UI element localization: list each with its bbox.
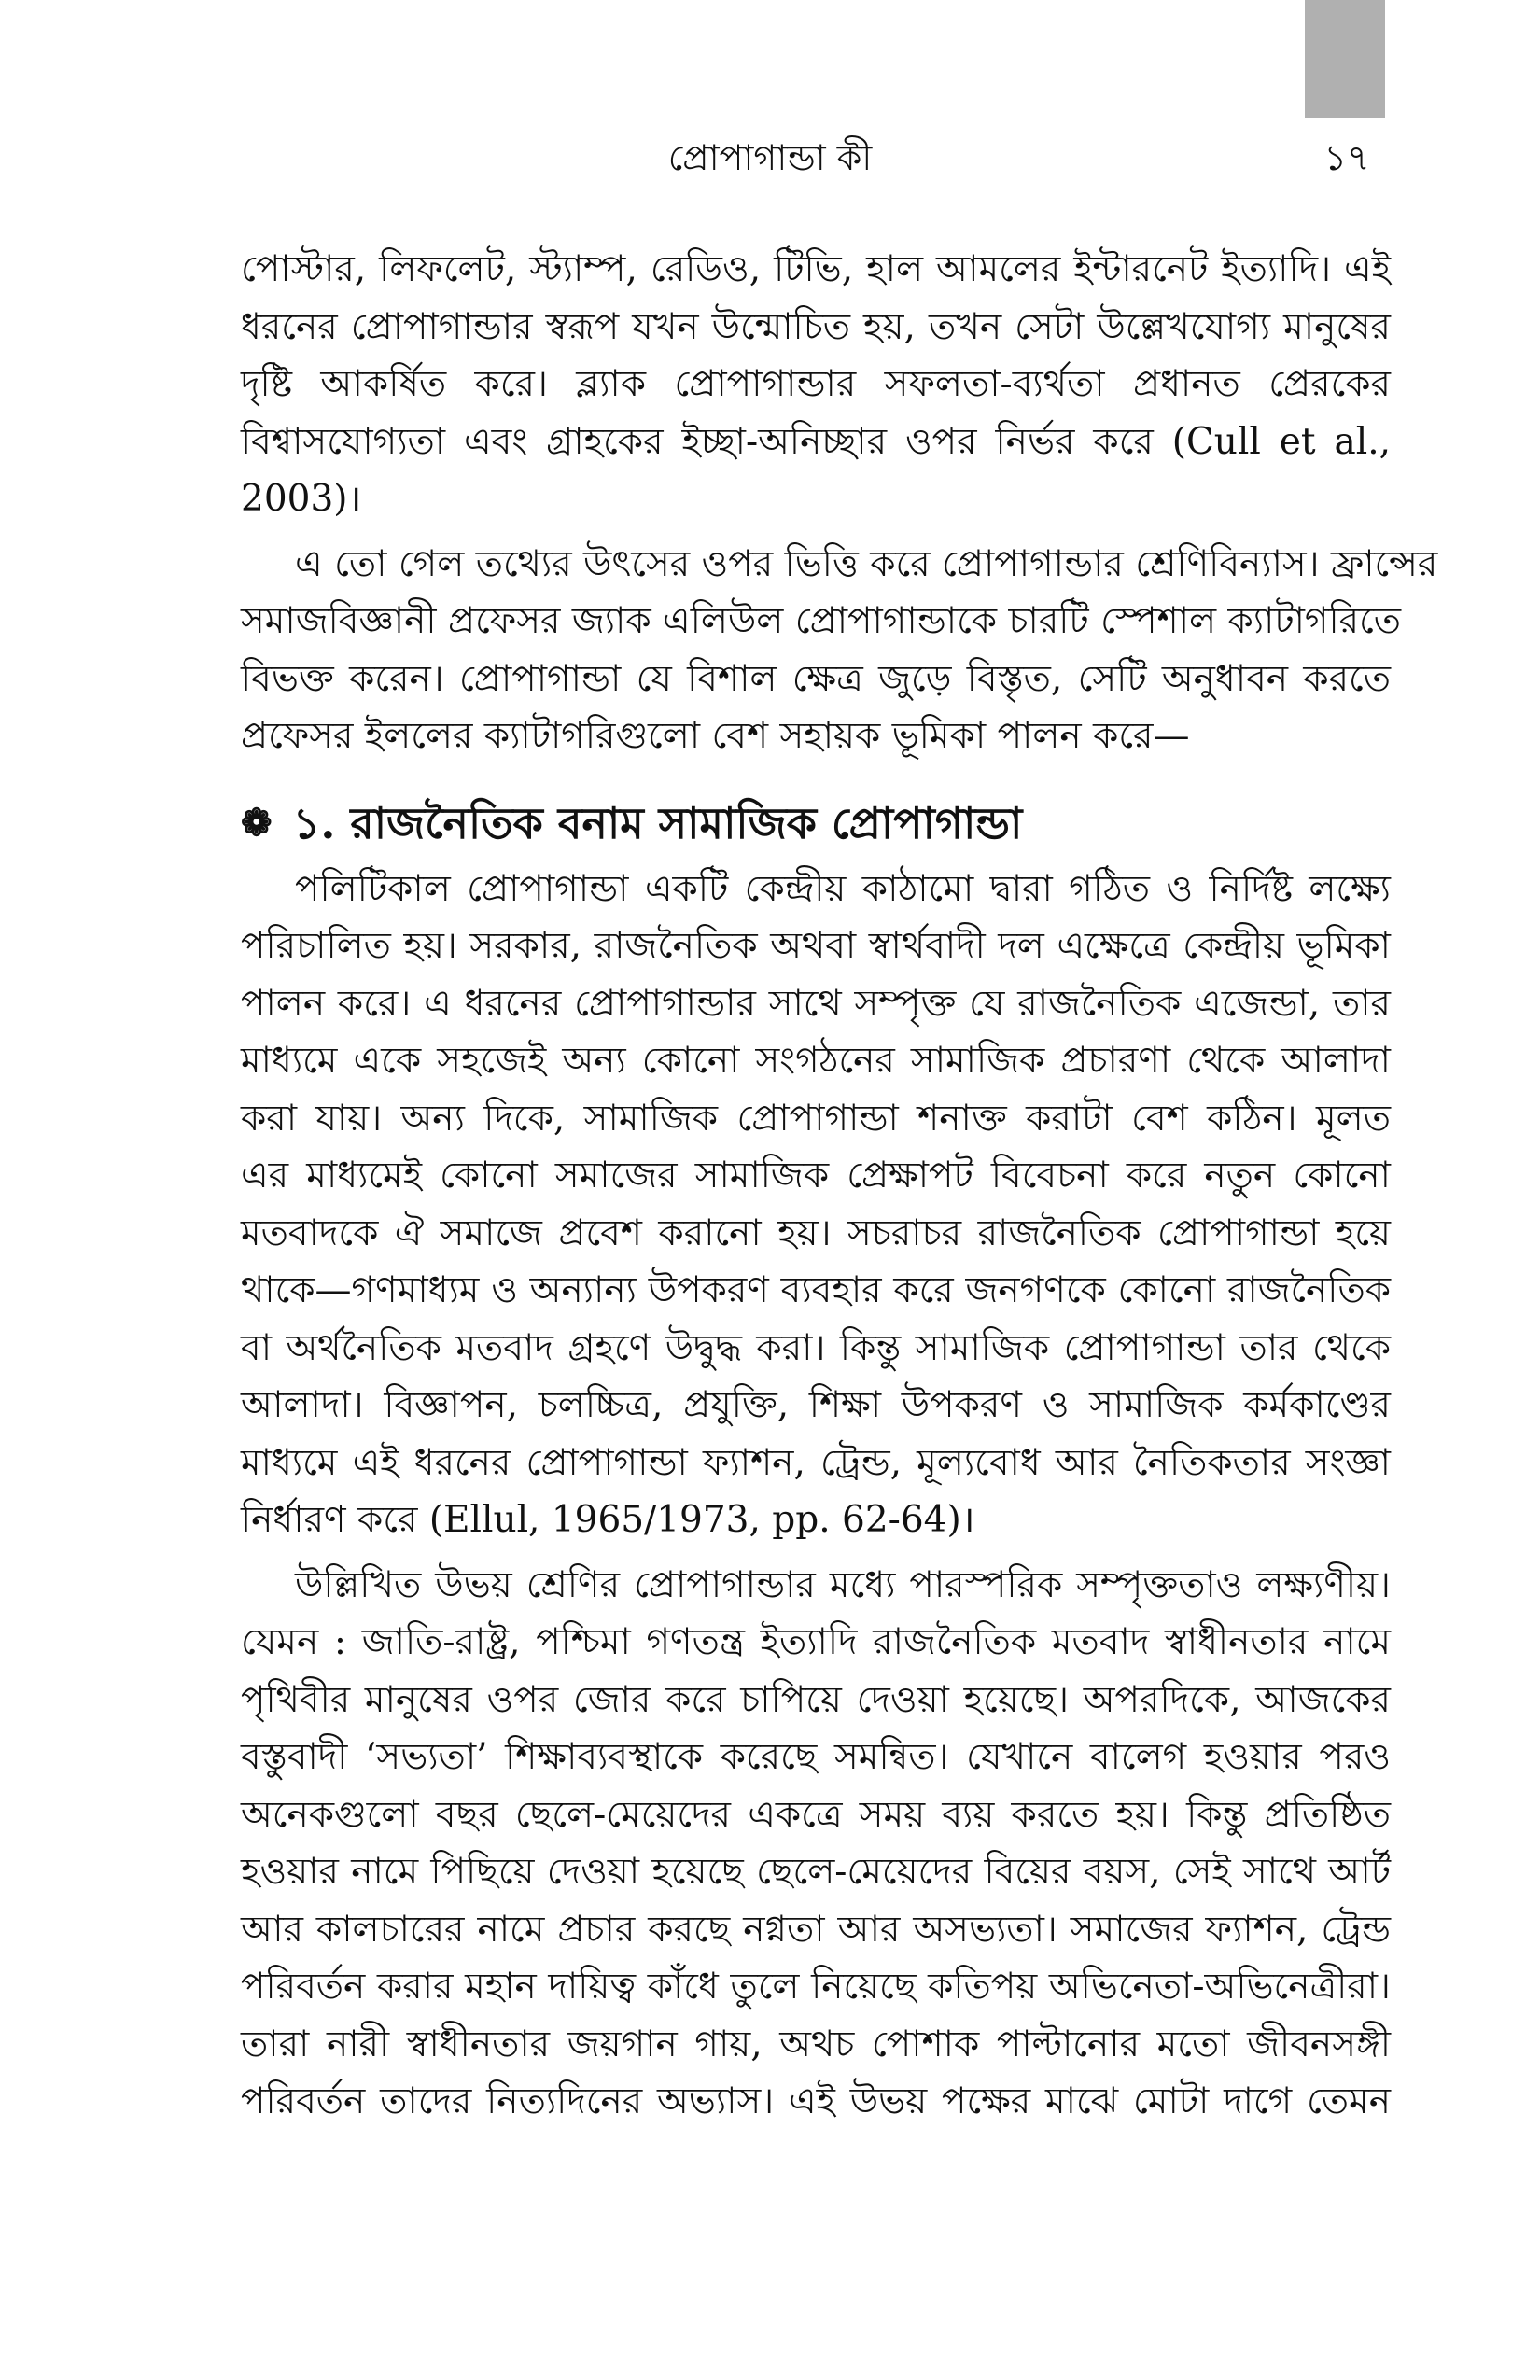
text-line: মতবাদকে ঐ সমাজে প্রবেশ করানো হয়। সচরাচর রাজনৈতিক প্রোপাগান্ডা হয়ে bbox=[241, 1211, 1391, 1254]
text-line: থাকে—গণমাধ্যম ও অন্যান্য উপকরণ ব্যবহার করে জনগণকে কোনো রাজনৈতিক bbox=[241, 1269, 1391, 1311]
text-line: মাধ্যমে একে সহজেই অন্য কোনো সংগঠনের সামাজিক প্রচারণা থেকে আলাদা bbox=[241, 1040, 1391, 1082]
text-line: পরিবর্তন তাদের নিত্যদিনের অভ্যাস। এই উভয় পক্ষের মাঝে মোটা দাগে তেমন bbox=[241, 2080, 1391, 2122]
text-line: উল্লিখিত উভয় শ্রেণির প্রোপাগান্ডার মধ্যে পারস্পরিক সম্পৃক্ততাও লক্ষ্যণীয়। bbox=[295, 1563, 1391, 1606]
chapter-tab-marker bbox=[1305, 0, 1385, 118]
text-line: ধরনের প্রোপাগান্ডার স্বরূপ যখন উন্মোচিত হয়, তখন সেটা উল্লেখযোগ্য মানুষের bbox=[241, 305, 1391, 348]
text-line: আলাদা। বিজ্ঞাপন, চলচ্চিত্র, প্রযুক্তি, শিক্ষা উপকরণ ও সামাজিক কর্মকাণ্ডের bbox=[241, 1384, 1391, 1426]
text-line: পৃথিবীর মানুষের ওপর জোর করে চাপিয়ে দেওয়া হয়েছে। অপরদিকে, আজকের bbox=[241, 1678, 1391, 1721]
text-line: পালন করে। এ ধরনের প্রোপাগান্ডার সাথে সম্পৃক্ত যে রাজনৈতিক এজেন্ডা, তার bbox=[241, 982, 1391, 1025]
paragraph-1 bbox=[241, 241, 1391, 528]
text-line: নির্ধারণ করে (Ellul, 1965/1973, pp. 62-64)। bbox=[241, 1499, 975, 1541]
text-line: দৃষ্টি আকর্ষিত করে। ব্ল্যাক প্রোপাগান্ডার সফলতা-ব্যর্থতা প্রধানত প্রেরকের bbox=[241, 363, 1391, 405]
section-heading bbox=[241, 786, 1391, 861]
text-line: যেমন : জাতি-রাষ্ট্র, পশ্চিমা গণতন্ত্র ইত্যাদি রাজনৈতিক মতবাদ স্বাধীনতার নামে bbox=[241, 1621, 1391, 1663]
text-line: এর মাধ্যমেই কোনো সমাজের সামাজিক প্রেক্ষাপট বিবেচনা করে নতুন কোনো bbox=[241, 1155, 1391, 1197]
text-line: তারা নারী স্বাধীনতার জয়গান গায়, অথচ পোশাক পাল্টানোর মতো জীবনসঙ্গী bbox=[241, 2023, 1391, 2065]
text-line: আর কালচারের নামে প্রচার করছে নগ্নতা আর অসভ্যতা। সমাজের ফ্যাশন, ট্রেন্ড bbox=[241, 1908, 1391, 1951]
text-line: পরিবর্তন করার মহান দায়িত্ব কাঁধে তুলে নিয়েছে কতিপয় অভিনেতা-অভিনেত্রীরা। bbox=[241, 1966, 1391, 2008]
text-line: সমাজবিজ্ঞানী প্রফেসর জ্যাক এলিউল প্রোপাগান্ডাকে চারটি স্পেশাল ক্যাটাগরিতে bbox=[241, 600, 1402, 642]
text-line: পলিটিকাল প্রোপাগান্ডা একটি কেন্দ্রীয় কাঠামো দ্বারা গঠিত ও নির্দিষ্ট লক্ষ্যে bbox=[295, 867, 1391, 910]
text-line: বা অর্থনৈতিক মতবাদ গ্রহণে উদ্বুদ্ধ করা। কিন্তু সামাজিক প্রোপাগান্ডা তার থেকে bbox=[241, 1326, 1391, 1369]
text-line: করা যায়। অন্য দিকে, সামাজিক প্রোপাগান্ডা শনাক্ত করাটা বেশ কঠিন। মূলত bbox=[241, 1097, 1391, 1140]
text-line: হওয়ার নামে পিছিয়ে দেওয়া হয়েছে ছেলে-মেয়েদের বিয়ের বয়স, সেই সাথে আর্ট bbox=[241, 1851, 1391, 1893]
flower-ornament-icon: ❁ bbox=[241, 800, 273, 845]
page-body bbox=[241, 241, 1438, 2138]
text-line: পরিচালিত হয়। সরকার, রাজনৈতিক অথবা স্বার্থবাদী দল এক্ষেত্রে কেন্দ্রীয় ভূমিকা bbox=[241, 925, 1391, 967]
text-line: পোস্টার, লিফলেট, স্ট্যাম্প, রেডিও, টিভি, হাল আমলের ইন্টারনেট ইত্যাদি। এই bbox=[241, 248, 1391, 290]
text-line: মাধ্যমে এই ধরনের প্রোপাগান্ডা ফ্যাশন, ট্রেন্ড, মূল্যবোধ আর নৈতিকতার সংজ্ঞা bbox=[241, 1441, 1391, 1484]
paragraph-4 bbox=[241, 1557, 1391, 2131]
paragraph-3 bbox=[241, 861, 1391, 1549]
text-line: প্রফেসর ইললের ক্যাটাগরিগুলো বেশ সহায়ক ভূমিকা পালন করে— bbox=[241, 715, 1190, 757]
running-title: প্রোপাগান্ডা কী bbox=[667, 137, 873, 178]
text-line: বিভক্ত করেন। প্রোপাগান্ডা যে বিশাল ক্ষেত্র জুড়ে বিস্তৃত, সেটি অনুধাবন করতে bbox=[241, 657, 1391, 700]
page-number: ১৭ bbox=[1323, 137, 1370, 178]
text-line: 2003)। bbox=[241, 478, 362, 520]
text-line: অনেকগুলো বছর ছেলে-মেয়েদের একত্রে সময় ব্যয় করতে হয়। কিন্তু প্রতিষ্ঠিত bbox=[241, 1793, 1391, 1836]
text-line: বিশ্বাসযোগ্যতা এবং গ্রাহকের ইচ্ছা-অনিচ্ছার ওপর নির্ভর করে (Cull et al., bbox=[241, 420, 1391, 463]
text-line: বস্তুবাদী ‘সভ্যতা’ শিক্ষাব্যবস্থাকে করেছে সমন্বিত। যেখানে বালেগ হওয়ার পরও bbox=[241, 1736, 1391, 1778]
text-line: এ তো গেল তথ্যের উৎসের ওপর ভিত্তি করে প্রোপাগান্ডার শ্রেণিবিন্যাস। ফ্রান্সের bbox=[295, 542, 1438, 585]
paragraph-2 bbox=[241, 536, 1438, 765]
section-heading-text: ১. রাজনৈতিক বনাম সামাজিক প্রোপাগান্ডা bbox=[292, 797, 1023, 848]
